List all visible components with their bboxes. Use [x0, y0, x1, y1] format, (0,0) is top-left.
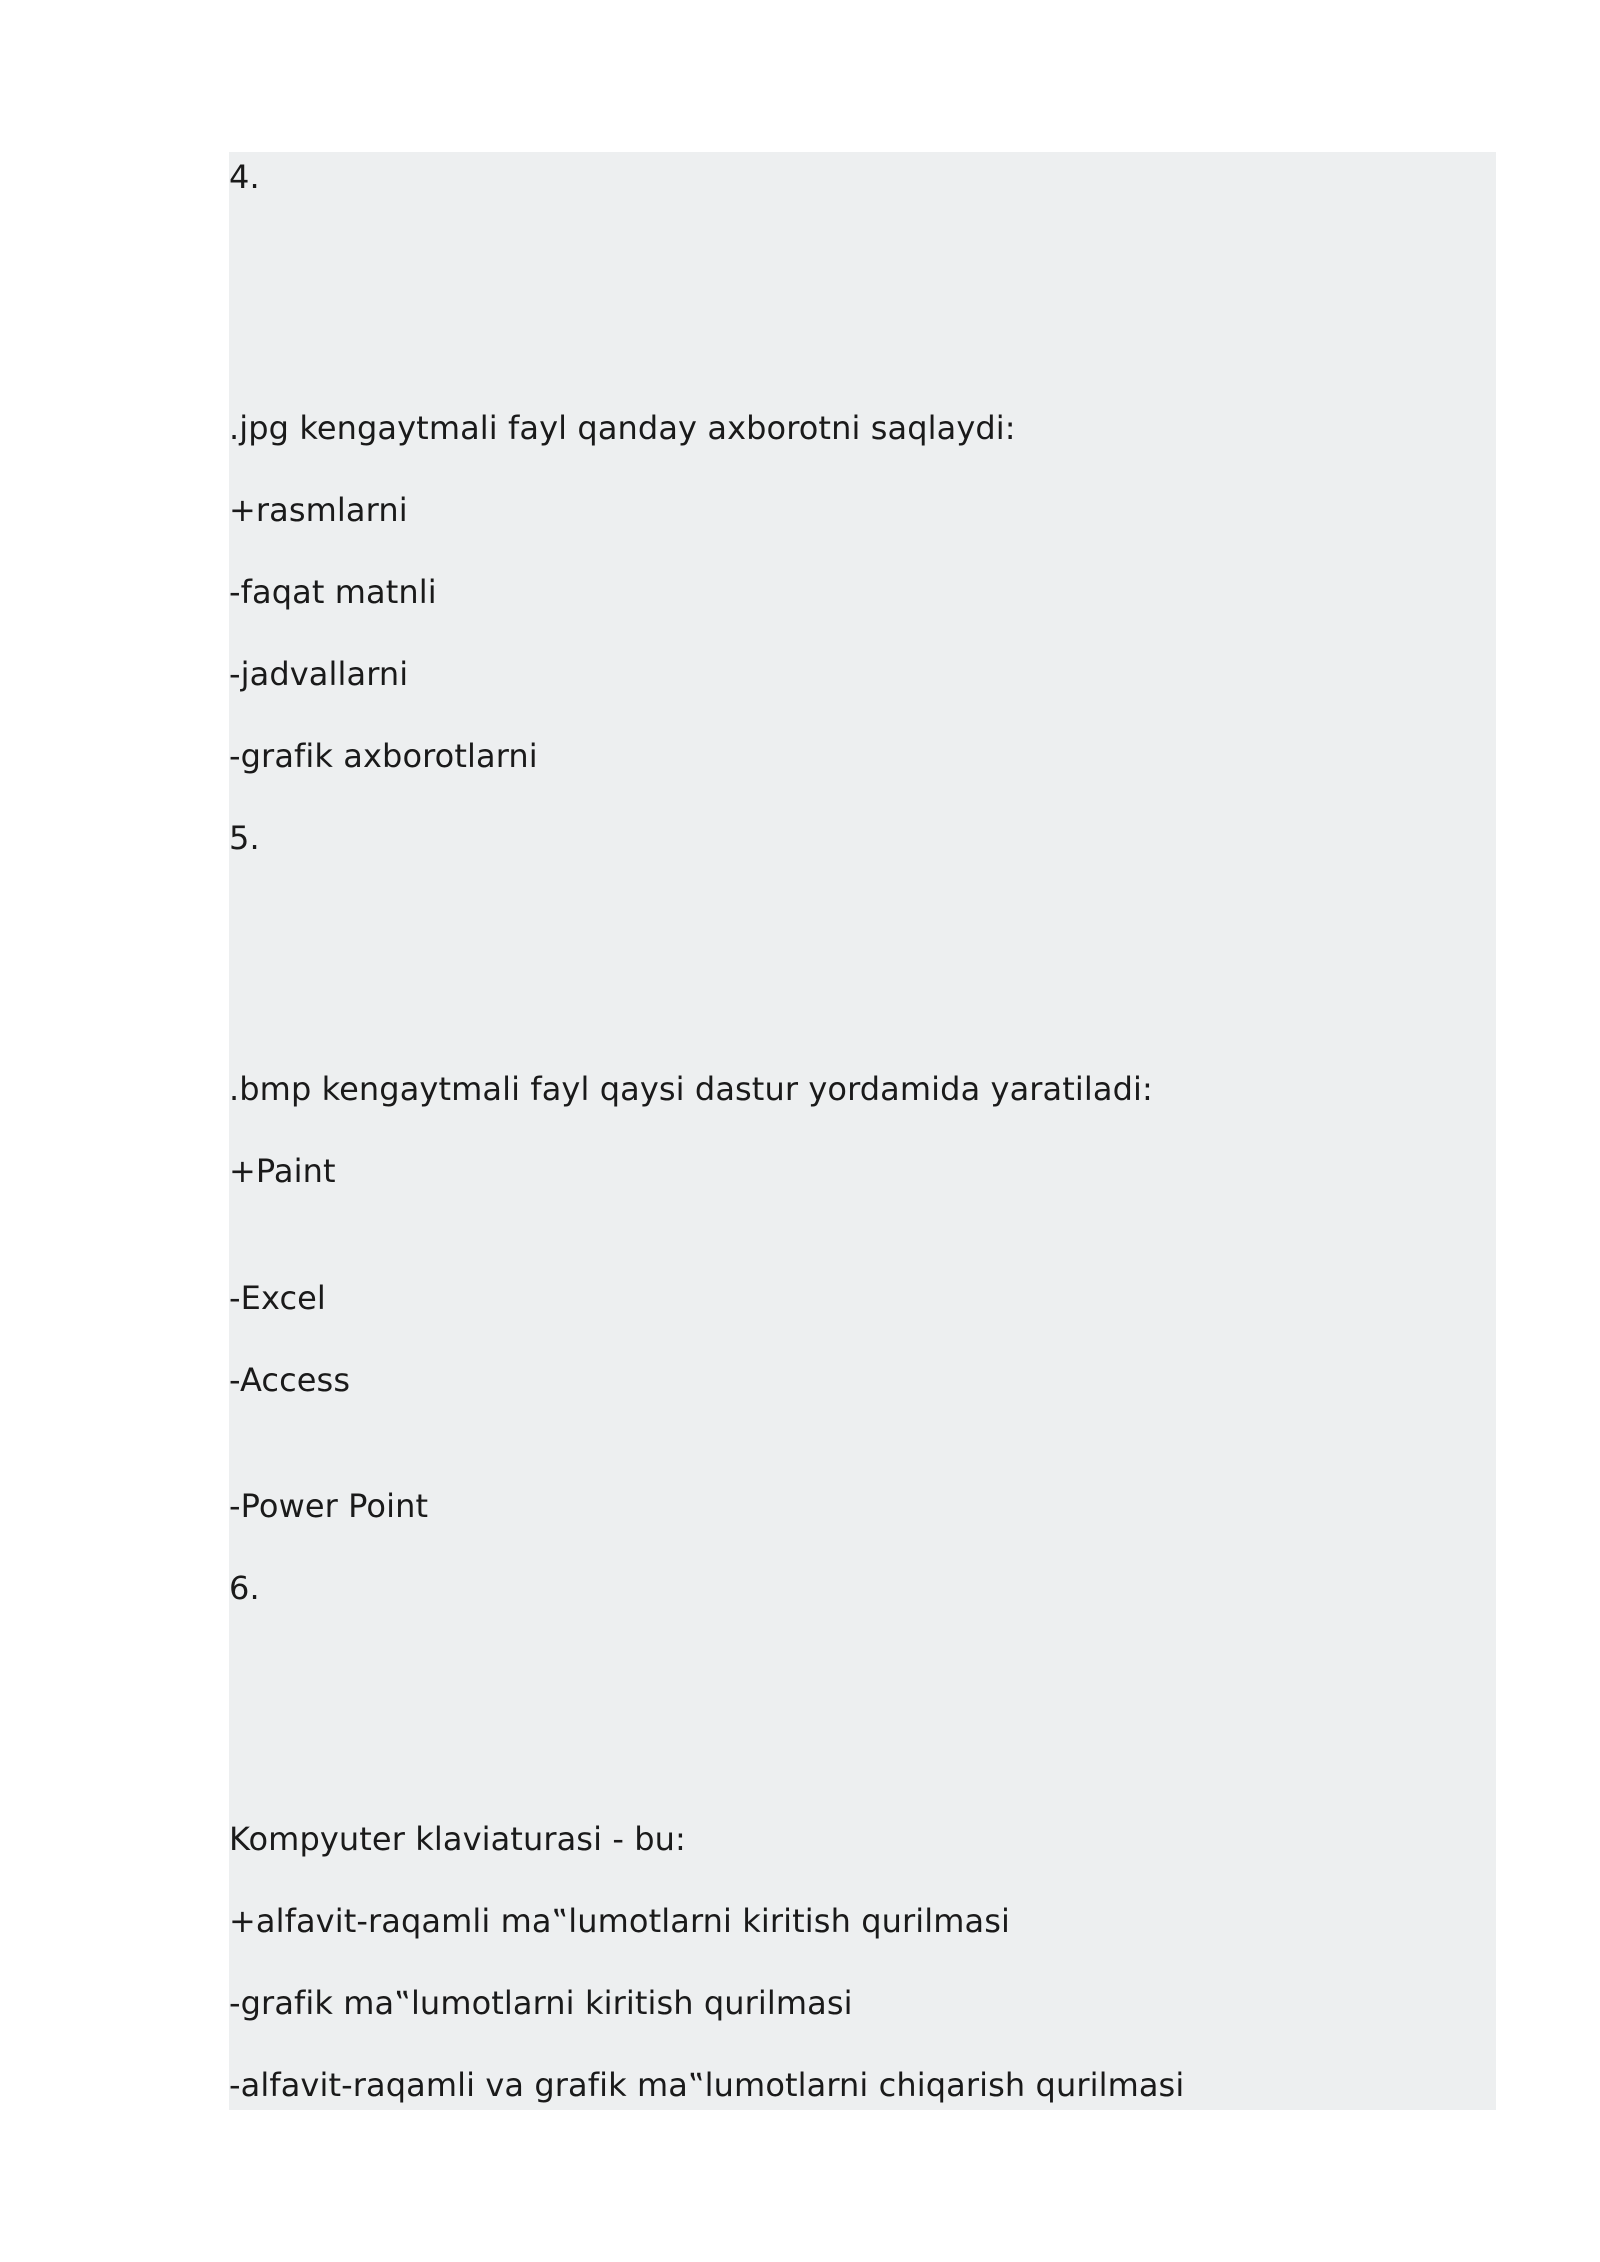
- question-4-option-3: -jadvallarni: [229, 655, 409, 693]
- question-5-option-2: -Excel: [229, 1279, 326, 1317]
- question-5-option-1: +Paint: [229, 1152, 336, 1190]
- question-6-prompt: Kompyuter klaviaturasi - bu:: [229, 1820, 686, 1858]
- question-6-option-2: -grafik ma‟lumotlarni kiritish qurilmasi: [229, 1984, 853, 2022]
- question-5-prompt: .bmp kengaytmali fayl qaysi dastur yordamida yaratiladi:: [229, 1070, 1153, 1108]
- question-4-option-1: +rasmlarni: [229, 491, 408, 529]
- question-6-option-1: +alfavit-raqamli ma‟lumotlarni kiritish qurilmasi: [229, 1902, 1010, 1940]
- question-6-number: 6.: [229, 1569, 260, 1607]
- question-5-number: 5.: [229, 819, 260, 857]
- question-5-option-3: -Access: [229, 1361, 351, 1399]
- question-4-option-2: -faqat matnli: [229, 573, 437, 611]
- question-4-prompt: .jpg kengaytmali fayl qanday axborotni saqlaydi:: [229, 409, 1016, 447]
- question-5-option-4: -Power Point: [229, 1487, 429, 1525]
- question-6-option-3: -alfavit-raqamli va grafik ma‟lumotlarni chiqarish qurilmasi: [229, 2066, 1185, 2104]
- question-4-number: 4.: [229, 158, 260, 196]
- question-4-option-4: -grafik axborotlarni: [229, 737, 538, 775]
